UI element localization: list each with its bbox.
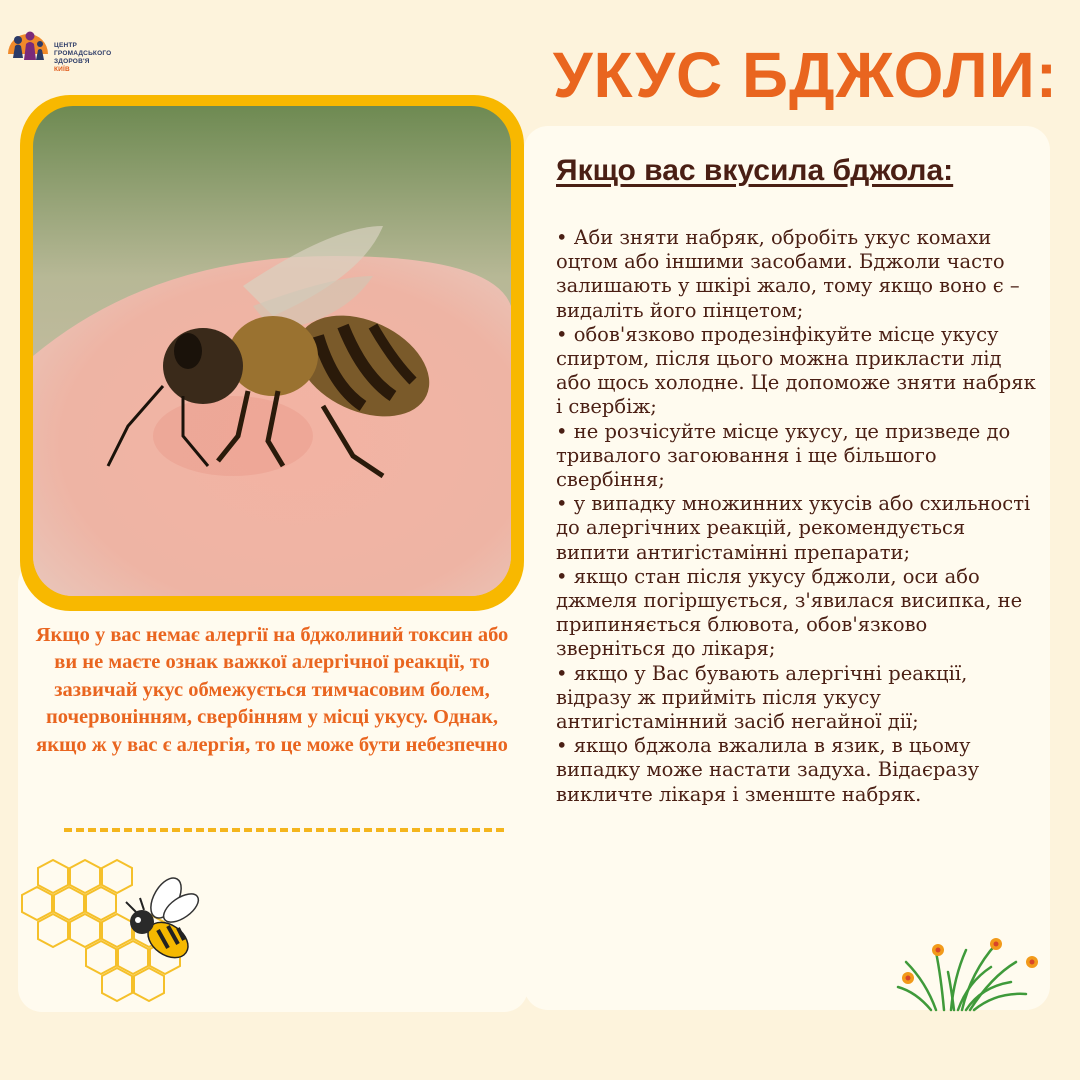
photo-frame [20,95,524,611]
advice-item: • якщо стан після укусу бджоли, оси або джмеля погіршується, з'явилася висипка, не припиняється блювота, обов'язково зверніться до лікаря; [556,565,1040,662]
advice-item: • Аби зняти набряк, обробіть укус комахи оцтом або іншими засобами. Бджоли часто залишають у шкірі жало, тому якщо воно є – видаліть його пінцетом; [556,226,1040,323]
logo [4,12,124,73]
advice-card [524,126,1050,1010]
advice-item: • якщо бджола вжалила в язик, в цьому випадку може настати задуха. Відаєразу викличте лікаря і зменште набряк. [556,734,1040,807]
advice-item: • обов'язково продезінфікуйте місце укусу спиртом, після цього можна прикласти лід або щось холодне. Це допоможе зняти набряк і свербіж; [556,323,1040,420]
advice-item: • у випадку множинних укусів або схильності до алергічних реакцій, рекомендується випити антигістамінні препарати; [556,492,1040,565]
dashed-divider [64,828,504,832]
bee-photo [33,106,511,596]
page-title: УКУС БДЖОЛИ: [552,39,1058,111]
advice-item: • не розчісуйте місце укусу, це призведе до тривалого загоювання і ще більшого свербіння; [556,420,1040,493]
flowers-icon [896,932,1046,1012]
logo-city: КИЇВ [54,66,70,73]
advice-list [556,226,1040,807]
logo-line-2: ГРОМАДСЬКОГО [54,50,112,57]
logo-emblem-icon [4,14,52,62]
info-text: Якщо у вас немає алергії на бджолиний токсин або ви не маєте ознак важкої алергічної реакції, то зазвичай укус обмежується тимчасовим болем, почервонінням, свербінням у місці укусу. Однак, якщо ж у вас є алергія, то це може бути небезпечно [35,624,509,756]
logo-line-3: ЗДОРОВ'Я [54,58,90,65]
logo-line-1: ЦЕНТР [54,42,78,49]
advice-item: • якщо у Вас бувають алергічні реакції, відразу ж прийміть після укусу антигістамінний засіб негайної дії; [556,662,1040,735]
bee-icon [126,873,203,965]
honeycomb-icon [18,858,218,1018]
advice-heading: Якщо вас вкусила бджола: [556,154,954,187]
